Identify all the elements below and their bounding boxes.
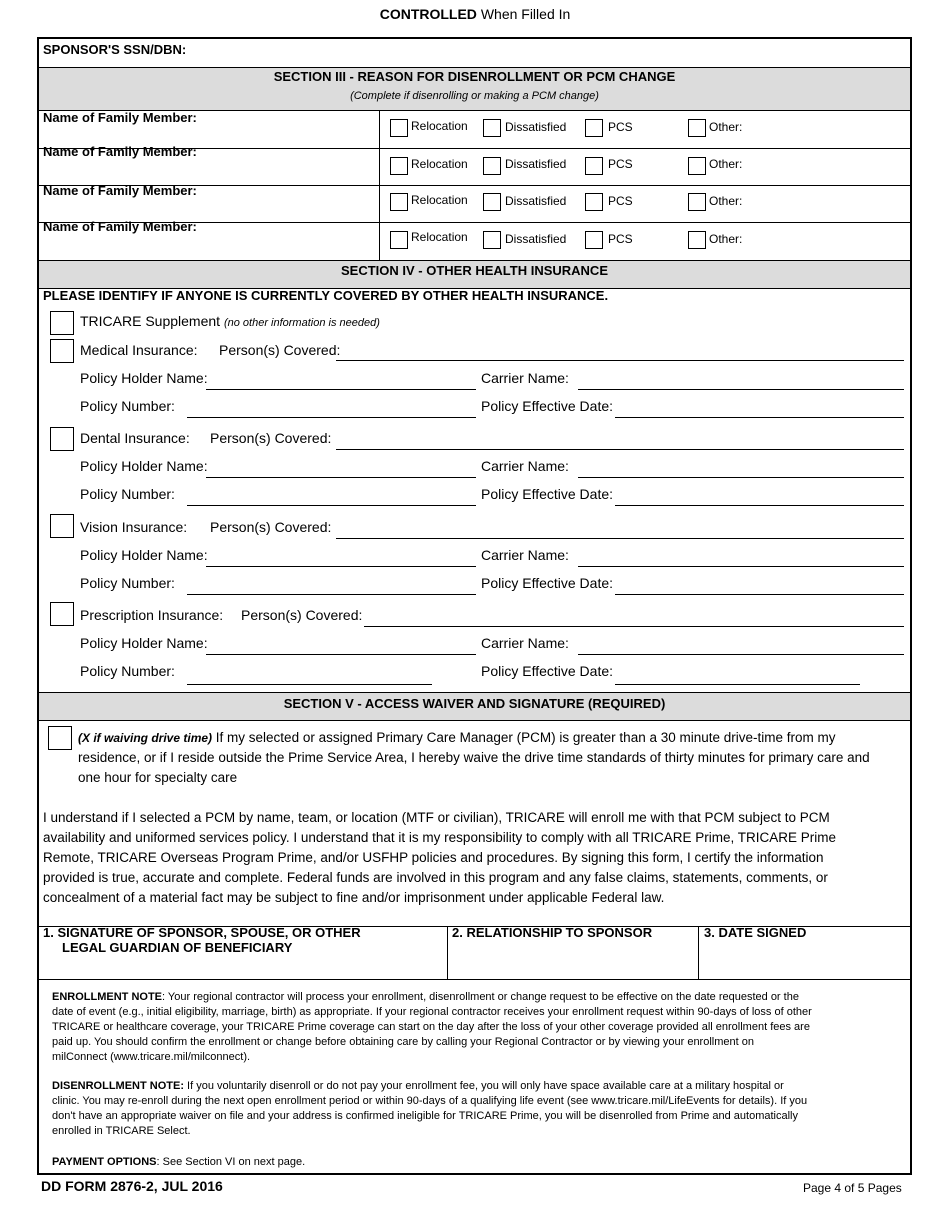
effective-date-label: Policy Effective Date: (481, 575, 614, 591)
pcs-checkbox[interactable] (585, 119, 603, 137)
column-divider (698, 926, 699, 979)
effective-date-label: Policy Effective Date: (481, 663, 614, 679)
effective-date-field[interactable] (615, 417, 904, 418)
pcs-checkbox[interactable] (585, 231, 603, 249)
dissatisfied-label: Dissatisfied (505, 232, 567, 246)
dissatisfied-checkbox[interactable] (483, 119, 501, 137)
relocation-label: Relocation (411, 157, 468, 171)
divider (39, 979, 910, 980)
section3-subtitle: (Complete if disenrolling or making a PCM change) (350, 90, 599, 102)
waiver-checkbox[interactable] (48, 726, 72, 750)
page-number: Page 4 of 5 Pages (803, 1181, 902, 1195)
section4-instruction: PLEASE IDENTIFY IF ANYONE IS CURRENTLY COVERED BY OTHER HEALTH INSURANCE. (43, 288, 609, 303)
dissatisfied-checkbox[interactable] (483, 157, 501, 175)
persons-covered-field[interactable] (336, 538, 904, 539)
other-label: Other: (709, 120, 743, 134)
disenrollment-note-text: If you voluntarily disenroll or do not pay your enrollment fee, you will only have space available care at a military hospital or (184, 1080, 784, 1092)
other-label: Other: (709, 232, 743, 246)
sponsor-ssn-label: SPONSOR'S SSN/DBN: (43, 42, 187, 57)
relocation-checkbox[interactable] (390, 193, 408, 211)
policy-holder-label: Policy Holder Name: (80, 635, 208, 651)
family-member-label: Name of Family Member: (43, 110, 197, 125)
relocation-label: Relocation (411, 193, 468, 207)
policy-holder-field[interactable] (206, 389, 476, 390)
signature-field[interactable] (43, 956, 443, 976)
other-label: Other: (709, 194, 743, 208)
dissatisfied-checkbox[interactable] (483, 231, 501, 249)
policy-holder-field[interactable] (206, 654, 476, 655)
controlled-header (0, 6, 950, 22)
waiver-text (78, 728, 908, 788)
pcs-label: PCS (608, 120, 633, 134)
tricare-supplement-label (80, 313, 380, 329)
family-member-field[interactable] (43, 236, 373, 256)
medical-insurance-checkbox[interactable] (50, 339, 74, 363)
enrollment-note-text: : Your regional contractor will process your enrollment, disenrollment or change request to be effective on the date requested or the (162, 991, 799, 1003)
policy-holder-label: Policy Holder Name: (80, 370, 208, 386)
policy-number-field[interactable] (187, 505, 476, 506)
tricare-supplement-note: (no other information is needed) (223, 317, 380, 329)
policy-number-field[interactable] (187, 417, 476, 418)
persons-covered-field[interactable] (364, 626, 904, 627)
relationship-field[interactable] (452, 944, 692, 976)
persons-covered-label: Person(s) Covered: (210, 430, 332, 446)
relocation-checkbox[interactable] (390, 157, 408, 175)
disenrollment-note-line: clinic. You may re-enroll during the next open enrollment period or within 90-days of a qualifying life event (see www.tricare.mil/LifeEvents for details). If you (52, 1095, 808, 1107)
enrollment-note (52, 990, 914, 1065)
effective-date-field[interactable] (615, 505, 904, 506)
waiver-line-2: residence, or if I reside outside the Prime Service Area, I hereby waive the drive time standards of thirty minutes for primary care and (78, 750, 870, 765)
pcs-label: PCS (608, 232, 633, 246)
section5-title: SECTION V - ACCESS WAIVER AND SIGNATURE (REQUIRED) (283, 696, 666, 711)
effective-date-label: Policy Effective Date: (481, 486, 614, 502)
policy-number-field[interactable] (187, 594, 476, 595)
vision-insurance-label: Vision Insurance: (80, 519, 188, 535)
waiver-lead: (X if waiving drive time) (78, 731, 213, 745)
carrier-field[interactable] (578, 566, 904, 567)
when-filled-label: When Filled In (480, 6, 571, 22)
medical-insurance-label: Medical Insurance: (80, 342, 198, 358)
waiver-line-1: If my selected or assigned Primary Care Manager (PCM) is greater than a 30 minute drive-time from my (215, 730, 836, 745)
relocation-label: Relocation (411, 230, 468, 244)
vision-insurance-checkbox[interactable] (50, 514, 74, 538)
disenrollment-note-label: DISENROLLMENT NOTE: (52, 1080, 184, 1092)
other-label: Other: (709, 157, 743, 171)
disenrollment-note-line (52, 1079, 914, 1094)
relocation-checkbox[interactable] (390, 231, 408, 249)
policy-number-label: Policy Number: (80, 663, 175, 679)
certification-statement (43, 808, 908, 908)
disenrollment-note-line: enrolled in TRICARE Select. (52, 1125, 191, 1137)
divider (39, 720, 910, 721)
family-member-field[interactable] (43, 200, 373, 220)
carrier-label: Carrier Name: (481, 458, 569, 474)
enrollment-note-line: paid up. You should confirm the enrollment or change before obtaining care by calling your Regional Contractor or by viewing your enrollment on (52, 1036, 754, 1048)
policy-holder-label: Policy Holder Name: (80, 547, 208, 563)
section3-title: SECTION III - REASON FOR DISENROLLMENT OR PCM CHANGE (273, 69, 676, 84)
statement-line: I understand if I selected a PCM by name, team, or location (MTF or civilian), TRICARE will enroll me with that PCM subject to PCM (43, 810, 830, 825)
dental-insurance-checkbox[interactable] (50, 427, 74, 451)
date-signed-field[interactable] (704, 944, 904, 976)
disenrollment-note (52, 1079, 914, 1139)
dissatisfied-label: Dissatisfied (505, 194, 567, 208)
payment-options-note (52, 1155, 914, 1170)
persons-covered-label: Person(s) Covered: (241, 607, 363, 623)
carrier-field[interactable] (578, 477, 904, 478)
date-signed-label: 3. DATE SIGNED (704, 925, 807, 940)
family-member-label: Name of Family Member: (43, 183, 197, 198)
effective-date-field[interactable] (615, 684, 860, 685)
persons-covered-field[interactable] (336, 449, 904, 450)
family-member-field[interactable] (43, 162, 373, 182)
tricare-supplement-text: TRICARE Supplement (80, 313, 221, 329)
tricare-supplement-checkbox[interactable] (50, 311, 74, 335)
sponsor-ssn-field[interactable] (200, 40, 905, 64)
effective-date-label: Policy Effective Date: (481, 398, 614, 414)
pcs-label: PCS (608, 194, 633, 208)
section4-title: SECTION IV - OTHER HEALTH INSURANCE (341, 263, 608, 278)
dissatisfied-checkbox[interactable] (483, 193, 501, 211)
enrollment-note-line (52, 990, 914, 1005)
other-checkbox[interactable] (688, 193, 706, 211)
persons-covered-label: Person(s) Covered: (219, 342, 341, 358)
other-checkbox[interactable] (688, 157, 706, 175)
form-number: DD FORM 2876-2, JUL 2016 (41, 1178, 223, 1194)
policy-number-label: Policy Number: (80, 486, 175, 502)
payment-options-text: : See Section VI on next page. (156, 1156, 306, 1168)
policy-holder-label: Policy Holder Name: (80, 458, 208, 474)
prescription-insurance-checkbox[interactable] (50, 602, 74, 626)
carrier-field[interactable] (578, 654, 904, 655)
waiver-line (78, 728, 908, 748)
carrier-label: Carrier Name: (481, 635, 569, 651)
disenrollment-note-line: don't have an appropriate waiver on file and your address is confirmed ineligible for TRICARE Prime, you will be disenrolled from Prime and automatically (52, 1110, 798, 1122)
statement-line: concealment of a material fact may be subject to fine and/or imprisonment under applicable Federal law. (43, 890, 665, 905)
signature-label-line-2: LEGAL GUARDIAN OF BENEFICIARY (62, 940, 293, 955)
signature-label-line-1: 1. SIGNATURE OF SPONSOR, SPOUSE, OR OTHER (43, 925, 361, 940)
relocation-checkbox[interactable] (390, 119, 408, 137)
effective-date-field[interactable] (615, 594, 904, 595)
dissatisfied-label: Dissatisfied (505, 157, 567, 171)
enrollment-note-label: ENROLLMENT NOTE (52, 991, 162, 1003)
relationship-label: 2. RELATIONSHIP TO SPONSOR (452, 925, 653, 940)
prescription-insurance-label: Prescription Insurance: (80, 607, 224, 623)
dissatisfied-label: Dissatisfied (505, 120, 567, 134)
carrier-label: Carrier Name: (481, 370, 569, 386)
enrollment-note-line: TRICARE or healthcare coverage, your TRICARE Prime coverage can start on the day after the loss of your other coverage provided all enrollment fees are (52, 1021, 810, 1033)
persons-covered-label: Person(s) Covered: (210, 519, 332, 535)
other-checkbox[interactable] (688, 119, 706, 137)
waiver-line-3: one hour for specialty care (78, 770, 238, 785)
policy-number-field[interactable] (187, 684, 432, 685)
statement-line: provided is true, accurate and complete. Federal funds are involved in this program and any false claims, statements, comments, or (43, 870, 828, 885)
statement-line: Remote, TRICARE Overseas Program Prime, and/or USFHP policies and procedures. By signing this form, I certify the information (43, 850, 824, 865)
carrier-field[interactable] (578, 389, 904, 390)
carrier-label: Carrier Name: (481, 547, 569, 563)
controlled-label: CONTROLLED (379, 6, 477, 22)
payment-options-label: PAYMENT OPTIONS (52, 1156, 157, 1168)
column-divider (447, 926, 448, 979)
persons-covered-field[interactable] (336, 360, 904, 361)
statement-line: availability and uniformed services policy. I understand that it is my responsibility to comply with all TRICARE Prime, TRICARE Prime (43, 830, 837, 845)
policy-holder-field[interactable] (206, 477, 476, 478)
family-member-label: Name of Family Member: (43, 144, 197, 159)
family-member-field[interactable] (43, 126, 373, 146)
enrollment-note-line: date of event (e.g., initial eligibility, marriage, birth) as appropriate. If your regional contractor receives your enrollment request within 90-days of loss of other (52, 1006, 812, 1018)
enrollment-note-line: milConnect (www.tricare.mil/milconnect). (52, 1051, 251, 1063)
pcs-checkbox[interactable] (585, 193, 603, 211)
relocation-label: Relocation (411, 119, 468, 133)
policy-number-label: Policy Number: (80, 575, 175, 591)
dental-insurance-label: Dental Insurance: (80, 430, 190, 446)
other-checkbox[interactable] (688, 231, 706, 249)
pcs-checkbox[interactable] (585, 157, 603, 175)
policy-holder-field[interactable] (206, 566, 476, 567)
policy-number-label: Policy Number: (80, 398, 175, 414)
pcs-label: PCS (608, 157, 633, 171)
family-member-label: Name of Family Member: (43, 219, 197, 234)
